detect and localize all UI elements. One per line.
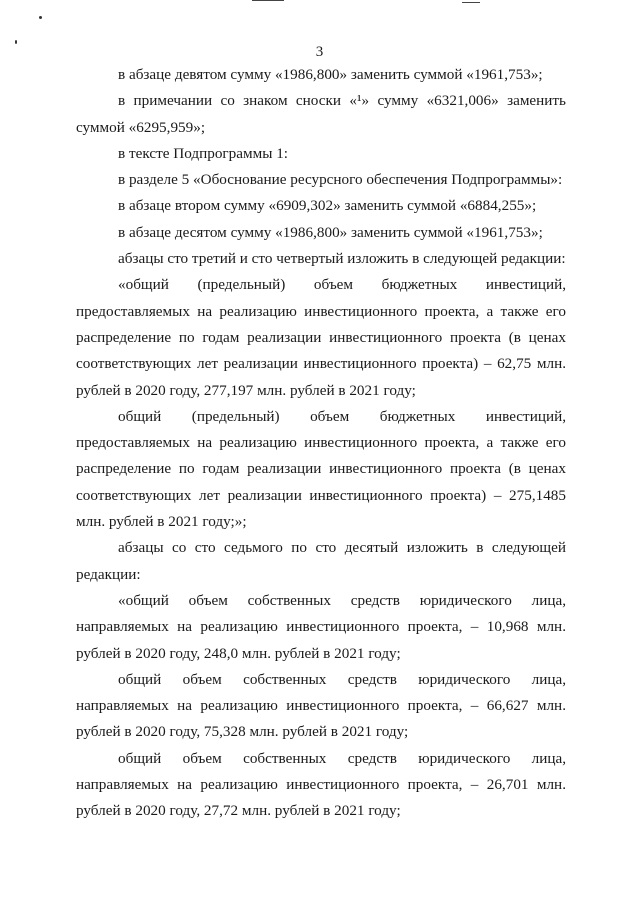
document-body xyxy=(76,62,566,825)
scan-artifact-line xyxy=(252,0,284,1)
scan-artifact-dot xyxy=(39,16,42,19)
paragraph: абзацы сто третий и сто четвертый изложить в следующей редакции: xyxy=(118,250,566,268)
scan-artifact-line xyxy=(462,2,480,3)
paragraph: в примечании со знаком сноски «¹» сумму «6321,006» заменить суммой «6295,959»; xyxy=(76,92,566,136)
paragraph: в разделе 5 «Обоснование ресурсного обеспечения Подпрограммы»: xyxy=(118,171,563,189)
paragraph: в абзаце десятом сумму «1986,800» заменить суммой «1961,753»; xyxy=(118,223,543,241)
paragraph: в абзаце девятом сумму «1986,800» заменить суммой «1961,753»; xyxy=(118,66,543,83)
page-number: 3 xyxy=(315,44,324,60)
paragraph: в абзаце втором сумму «6909,302» заменить суммой «6884,255»; xyxy=(118,197,537,215)
paragraph: общий объем собственных средств юридического лица, направляемых на реализацию инвестиционного проекта, – 66,627 млн. рублей в 2020 году, 75,328 млн. рублей в 2021 году; xyxy=(76,670,566,741)
paragraph: «общий (предельный) объем бюджетных инвестиций, предоставляемых на реализацию инвестиционного проекта, а также его распределение по годам реализации инвестиционного проекта (в ценах соответствующих лет реализации инвестиционного проекта) – 62,75 млн. рублей в 2020 году, 277,197 млн. рублей в 2021 году; xyxy=(76,276,566,399)
paragraph: «общий объем собственных средств юридического лица, направляемых на реализацию инвестиционного проекта, – 10,968 млн. рублей в 2020 году, 248,0 млн. рублей в 2021 году; xyxy=(76,591,566,662)
paragraph: общий (предельный) объем бюджетных инвестиций, предоставляемых на реализацию инвестиционного проекта, а также его распределение по годам реализации инвестиционного проекта (в ценах соответствующих лет реализации инвестиционного проекта) – 275,1485 млн. рублей в 2021 году;»; xyxy=(76,407,566,531)
paragraph: в тексте Подпрограммы 1: xyxy=(118,144,289,162)
paragraph: абзацы со сто седьмого по сто десятый изложить в следующей редакции: xyxy=(76,539,566,583)
paragraph: общий объем собственных средств юридического лица, направляемых на реализацию инвестиционного проекта, – 26,701 млн. рублей в 2020 году, 27,72 млн. рублей в 2021 году; xyxy=(76,749,566,820)
